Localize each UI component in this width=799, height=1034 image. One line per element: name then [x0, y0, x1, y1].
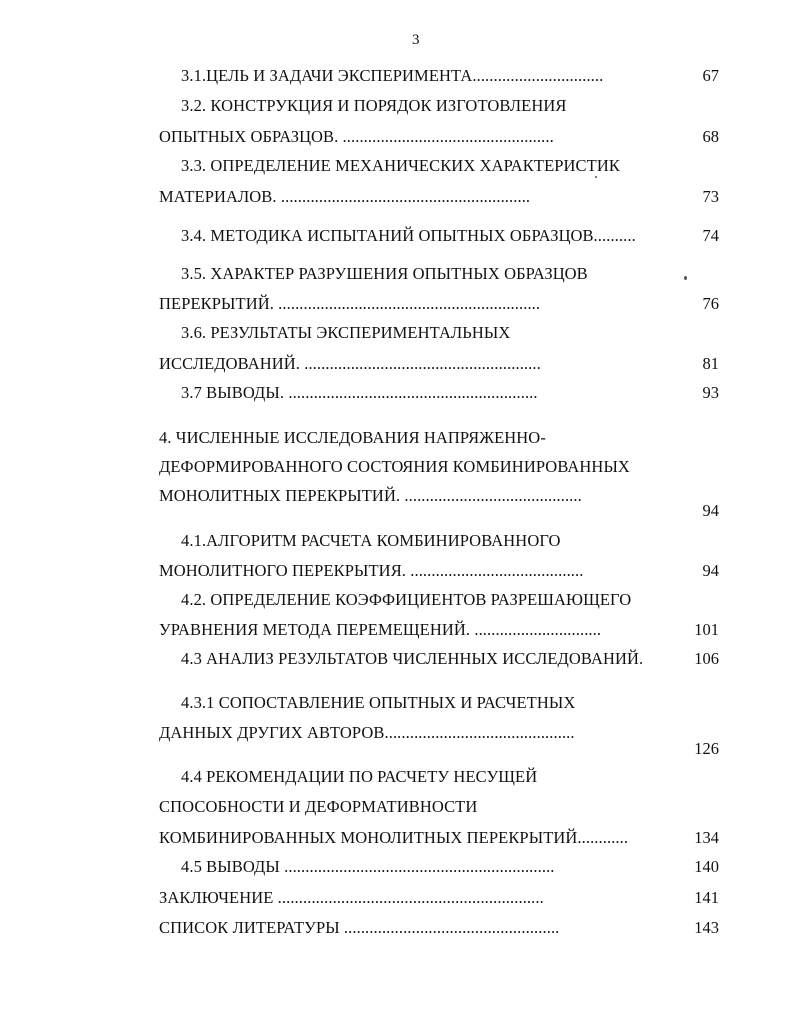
toc-page-3-4: 74	[702, 226, 719, 245]
toc-entry-4-5: 4.5 ВЫВОДЫ ................................................................	[181, 857, 555, 876]
toc-entry-3-7: 3.7 ВЫВОДЫ. ...........................................................	[181, 383, 538, 402]
toc-page-3-6: 81	[702, 354, 719, 373]
toc-entry-4-4-cont1: СПОСОБНОСТИ И ДЕФОРМАТИВНОСТИ	[159, 797, 478, 816]
toc-entry-3-3: 3.3. ОПРЕДЕЛЕНИЕ МЕХАНИЧЕСКИХ ХАРАКТЕРИСТИК	[181, 156, 620, 175]
toc-entry-4-3-1: 4.3.1 СОПОСТАВЛЕНИЕ ОПЫТНЫХ И РАСЧЕТНЫХ	[181, 693, 576, 712]
toc-entry-3-5: 3.5. ХАРАКТЕР РАЗРУШЕНИЯ ОПЫТНЫХ ОБРАЗЦОВ	[181, 264, 588, 283]
toc-entry-4-2-cont: УРАВНЕНИЯ МЕТОДА ПЕРЕМЕЩЕНИЙ. ..............................	[159, 620, 602, 639]
toc-entry-4-3-1-cont: ДАННЫХ ДРУГИХ АВТОРОВ.............................................	[159, 723, 575, 742]
toc-entry-3-4: 3.4. МЕТОДИКА ИСПЫТАНИЙ ОПЫТНЫХ ОБРАЗЦОВ..........	[181, 226, 636, 245]
toc-page-4-2: 101	[694, 620, 719, 639]
toc-page-3-2: 68	[702, 127, 719, 146]
toc-entry-3-5-cont: ПЕРЕКРЫТИЙ. ..............................................................	[159, 294, 541, 313]
toc-entry-3-1: 3.1.ЦЕЛЬ И ЗАДАЧИ ЭКСПЕРИМЕНТА...............................	[181, 66, 604, 85]
toc-page-4-3: 106	[694, 649, 719, 668]
scan-speck	[595, 176, 597, 178]
toc-page-4-5: 140	[694, 857, 719, 876]
toc-page-4-3-1: 126	[694, 739, 719, 758]
toc-page-4-1: 94	[702, 561, 719, 580]
toc-entry-4-2: 4.2. ОПРЕДЕЛЕНИЕ КОЭФФИЦИЕНТОВ РАЗРЕШАЮЩЕГО	[181, 590, 632, 609]
toc-page-3-5: 76	[702, 294, 719, 313]
toc-entry-references: СПИСОК ЛИТЕРАТУРЫ ...................................................	[159, 918, 560, 937]
toc-entry-3-2: 3.2. КОНСТРУКЦИЯ И ПОРЯДОК ИЗГОТОВЛЕНИЯ	[181, 96, 567, 115]
toc-page-references: 143	[694, 918, 719, 937]
toc-entry-3-6: 3.6. РЕЗУЛЬТАТЫ ЭКСПЕРИМЕНТАЛЬНЫХ	[181, 323, 511, 342]
toc-entry-4-1: 4.1.АЛГОРИТМ РАСЧЕТА КОМБИНИРОВАННОГО	[181, 531, 561, 550]
toc-entry-4-4: 4.4 РЕКОМЕНДАЦИИ ПО РАСЧЕТУ НЕСУЩЕЙ	[181, 767, 538, 786]
toc-page-4: 94	[702, 501, 719, 520]
toc-entry-3-6-cont: ИССЛЕДОВАНИЙ. ........................................................	[159, 354, 541, 373]
toc-page-conclusion: 141	[694, 888, 719, 907]
toc-entry-3-3-cont: МАТЕРИАЛОВ. ...........................................................	[159, 187, 531, 206]
toc-entry-4-4-cont2: КОМБИНИРОВАННЫХ МОНОЛИТНЫХ ПЕРЕКРЫТИЙ............	[159, 828, 629, 847]
toc-page-3-1: 67	[702, 66, 719, 85]
toc-entry-4-cont2: МОНОЛИТНЫХ ПЕРЕКРЫТИЙ. ..........................................	[159, 486, 582, 505]
toc-entry-4-cont1: ДЕФОРМИРОВАННОГО СОСТОЯНИЯ КОМБИНИРОВАННЫХ	[159, 457, 630, 476]
toc-page-3-7: 93	[702, 383, 719, 402]
page-number: 3	[412, 32, 420, 48]
toc-entry-conclusion: ЗАКЛЮЧЕНИЕ ...............................................................	[159, 888, 544, 907]
toc-page-3-3: 73	[702, 187, 719, 206]
scan-speck	[684, 276, 687, 280]
toc-page-4-4: 134	[694, 828, 719, 847]
toc-entry-4-3: 4.3 АНАЛИЗ РЕЗУЛЬТАТОВ ЧИСЛЕННЫХ ИССЛЕДОВАНИЙ.	[181, 649, 644, 668]
toc-entry-4: 4. ЧИСЛЕННЫЕ ИССЛЕДОВАНИЯ НАПРЯЖЕННО-	[159, 428, 546, 447]
toc-entry-3-2-cont: ОПЫТНЫХ ОБРАЗЦОВ. ..................................................	[159, 127, 554, 146]
toc-entry-4-1-cont: МОНОЛИТНОГО ПЕРЕКРЫТИЯ. .........................................	[159, 561, 584, 580]
